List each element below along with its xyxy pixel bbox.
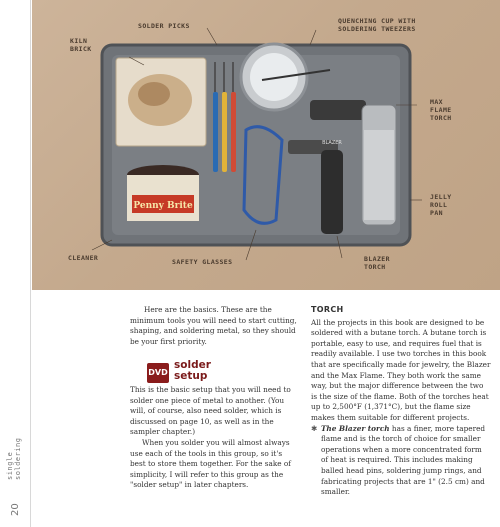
intro-paragraph: Here are the basics. These are the minimum tools you will need to start cutting, shaping, and soldering metal, so they should be your first priority. bbox=[130, 305, 297, 346]
quenching-cup-water bbox=[250, 53, 298, 101]
solder-pick-blue bbox=[213, 92, 218, 172]
max-flame-torch-canister bbox=[364, 130, 394, 220]
solder-setup-paragraph-1: This is the basic setup that you will need to solder one piece of metal to another. (You will, of course, also need solder, which is discussed on page 10, as well as in the sampler chapter.) bbox=[130, 385, 291, 437]
callout-kiln-brick: KILN BRICK bbox=[70, 37, 92, 53]
torch-column bbox=[311, 305, 491, 498]
dvd-title-line-2: setup bbox=[174, 370, 208, 382]
bullet-label: The Blazer torch bbox=[321, 423, 390, 433]
tools-illustration bbox=[32, 0, 500, 290]
bullet-text: has a finer, more tapered flame and is the torch of choice for smaller operations when a more concentrated form of heat is required. This includes making balled head pins, soldering jump rings, and fabricating projects that are 1" (2.5 cm) and smaller. bbox=[321, 423, 486, 497]
callout-cleaner: CLEANER bbox=[68, 254, 99, 262]
dvd-title bbox=[174, 360, 211, 382]
cleaner-jar-label-text: Penny Brite bbox=[133, 201, 193, 211]
callout-blazer-torch: BLAZER TORCH bbox=[364, 255, 390, 271]
quenching-cup-leader bbox=[310, 30, 316, 45]
tools-photo bbox=[32, 0, 500, 290]
solder-picks-leader bbox=[207, 28, 217, 45]
solder-setup-text bbox=[130, 385, 298, 491]
dvd-title-line-1: solder bbox=[174, 359, 211, 371]
callout-jelly-roll-pan: JELLY ROLL PAN bbox=[430, 193, 452, 217]
callout-max-flame-torch: MAX FLAME TORCH bbox=[430, 98, 452, 122]
callout-quenching-cup: QUENCHING CUP WITH SOLDERING TWEEZERS bbox=[338, 17, 416, 33]
callout-solder-picks: SOLDER PICKS bbox=[138, 22, 190, 30]
dvd-badge-icon: DVD bbox=[147, 363, 169, 383]
solder-pick-yellow bbox=[222, 92, 227, 172]
bullet-asterisk-icon: ✱ bbox=[311, 423, 318, 433]
solder-setup-paragraph-2: When you solder you will almost always use each of the tools in this group, so it's best to store them together. For the sake of simplicity, I will refer to this group as the "solder setup" in later chapters. bbox=[130, 437, 291, 490]
blazer-torch-bullet bbox=[311, 424, 491, 498]
torch-heading: TORCH bbox=[311, 305, 344, 314]
blazer-torch-label-text: BLAZER bbox=[322, 140, 342, 146]
torch-paragraph-1: All the projects in this book are designed to be soldered with a butane torch. A butane torch is portable, easy to use, and requires fuel that is readily available. I use two torches in this book that are specifically made for jewelry, the Blazer and the Max Flame. They both work the same way, but the major difference between the two is the size of the flame. Both of the torches heat up to 2,500°F (1,371°C), but the flame size makes them suitable for different projects. bbox=[311, 317, 491, 422]
blazer-torch-body bbox=[321, 150, 343, 234]
max-flame-torch-head bbox=[310, 100, 366, 120]
intro-column bbox=[130, 305, 298, 347]
page-margin bbox=[0, 0, 31, 527]
running-head: single soldering bbox=[6, 437, 22, 480]
solder-pick-orange bbox=[231, 92, 236, 172]
callout-safety-glasses: SAFETY GLASSES bbox=[172, 258, 233, 266]
kiln-brick-burn bbox=[138, 82, 170, 106]
dvd-solder-setup-heading bbox=[147, 359, 307, 386]
page-number: 20 bbox=[10, 503, 21, 516]
